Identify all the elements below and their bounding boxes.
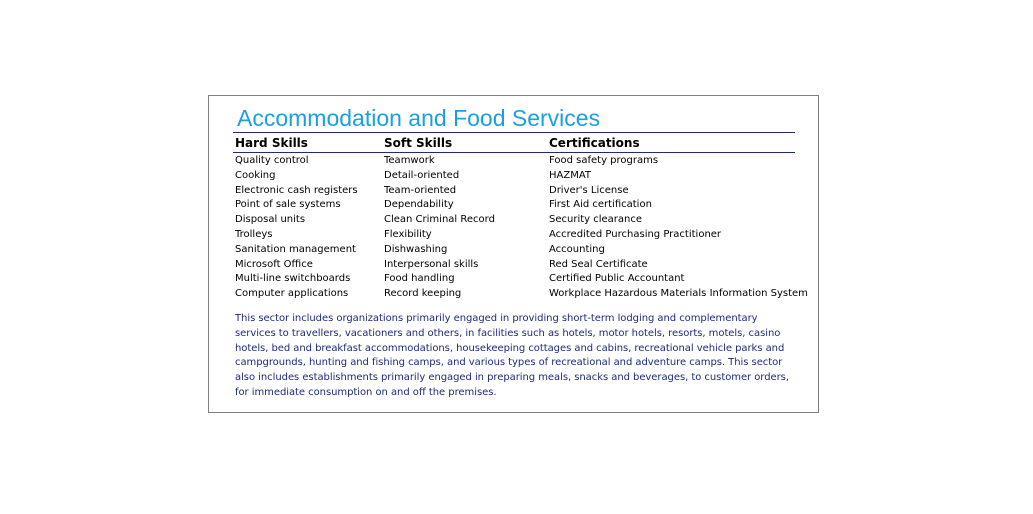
soft-skill-cell: Team-oriented [384, 184, 457, 196]
certification-cell: Workplace Hazardous Materials Information System [549, 288, 808, 300]
table-row [235, 228, 805, 243]
certification-cell: Certified Public Accountant [549, 273, 685, 285]
hard-skill-cell: Disposal units [235, 214, 306, 226]
title-divider [233, 132, 795, 133]
table-row [235, 154, 805, 169]
table-row [235, 169, 805, 184]
skills-table [235, 134, 808, 302]
header-hard-skills: Hard Skills [235, 136, 308, 150]
certification-cell: Red Seal Certificate [549, 258, 648, 270]
sector-description: This sector includes organizations primarily engaged in providing short-term lodging and complementary services to travellers, vacationers and others, in facilities such as hotels, motor hotels, resorts, motels, casino hotels, bed and breakfast accommodations, housekeeping cottages and cabins, recreational vehicle parks and campgrounds, hunting and fishing camps, and various types of recreational and adventure camps. This sector also includes establishments primarily engaged in preparing meals, snacks and beverages, to customer orders, for immediate consumption on and off the premises. [235, 313, 789, 398]
header-certifications: Certifications [549, 136, 640, 150]
certification-cell: First Aid certification [549, 199, 652, 211]
table-row [235, 198, 805, 213]
table-row [235, 213, 805, 228]
soft-skill-cell: Detail-oriented [384, 169, 460, 181]
certification-cell: Accounting [549, 243, 605, 255]
certification-cell: HAZMAT [549, 169, 592, 181]
table-row [235, 272, 805, 287]
soft-skill-cell: Dependability [384, 199, 454, 211]
certification-cell: Driver's License [549, 184, 629, 196]
hard-skill-cell: Point of sale systems [235, 199, 341, 211]
certification-cell: Food safety programs [549, 155, 659, 166]
hard-skill-cell: Cooking [235, 169, 276, 181]
table-row [235, 258, 805, 273]
hard-skill-cell: Quality control [235, 155, 309, 166]
table-row [235, 287, 808, 302]
soft-skill-cell: Food handling [384, 273, 455, 285]
hard-skill-cell: Microsoft Office [235, 258, 313, 270]
soft-skill-cell: Clean Criminal Record [384, 214, 495, 226]
table-body [235, 154, 808, 302]
certification-cell: Security clearance [549, 214, 643, 226]
table-row [235, 243, 805, 258]
soft-skill-cell: Interpersonal skills [384, 258, 479, 270]
certification-cell: Accredited Purchasing Practitioner [549, 228, 722, 240]
sector-card [208, 95, 819, 413]
hard-skill-cell: Sanitation management [235, 243, 356, 255]
soft-skill-cell: Record keeping [384, 288, 462, 300]
hard-skill-cell: Electronic cash registers [235, 184, 358, 196]
hard-skill-cell: Multi-line switchboards [235, 273, 351, 285]
header-soft-skills: Soft Skills [384, 136, 453, 150]
soft-skill-cell: Dishwashing [384, 243, 448, 255]
soft-skill-cell: Flexibility [384, 228, 432, 240]
page-title: Accommodation and Food Services [237, 105, 601, 131]
table-row [235, 184, 805, 199]
soft-skill-cell: Teamwork [384, 155, 435, 166]
table-header [235, 134, 805, 152]
hard-skill-cell: Trolleys [235, 228, 273, 240]
hard-skill-cell: Computer applications [235, 288, 349, 300]
